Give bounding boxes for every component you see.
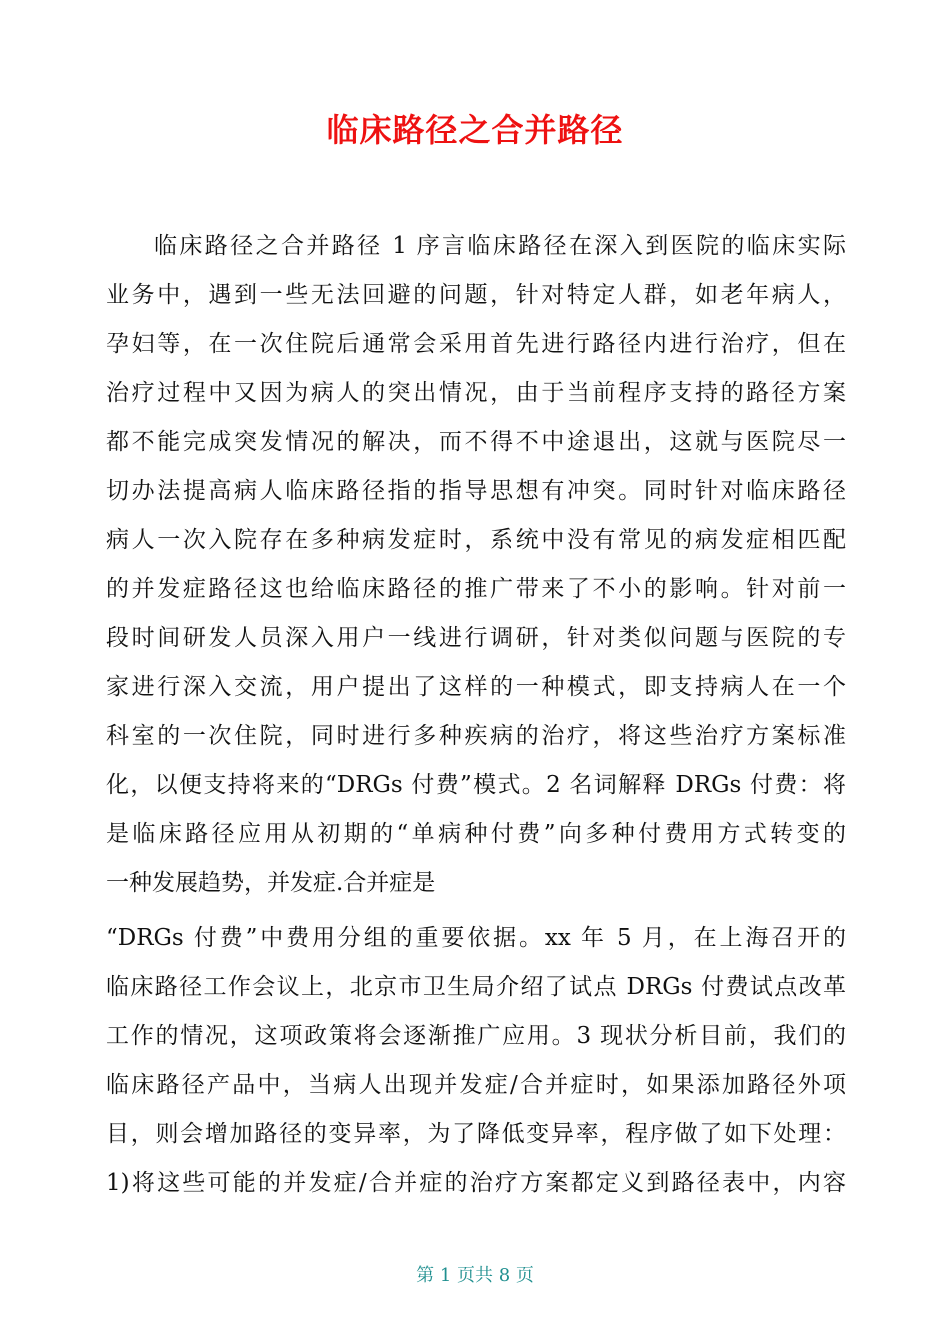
paragraph-line: “DRGs 付费”中费用分组的重要依据。xx 年 5 月，在上海召开的 (106, 925, 846, 951)
paragraph-line: 1)将这些可能的并发症/合并症的治疗方案都定义到路径表中，内容 (106, 1170, 846, 1196)
page-number-footer: 第 1 页共 8 页 (416, 1265, 534, 1286)
paragraph-line: 段时间研发人员深入用户一线进行调研，针对类似问题与医院的专 (106, 625, 846, 651)
paragraph-line: 临床路径产品中，当病人出现并发症/合并症时，如果添加路径外项 (106, 1072, 846, 1098)
paragraph-line: 目，则会增加路径的变异率，为了降低变异率，程序做了如下处理： (106, 1121, 846, 1147)
paragraph-line: 治疗过程中又因为病人的突出情况，由于当前程序支持的路径方案 (106, 380, 846, 406)
paragraph-line: 业务中，遇到一些无法回避的问题，针对特定人群，如老年病人， (106, 282, 846, 308)
paragraph-line: 病人一次入院存在多种病发症时，系统中没有常见的病发症相匹配 (106, 527, 846, 553)
paragraph-line: 家进行深入交流，用户提出了这样的一种模式，即支持病人在一个 (106, 674, 846, 700)
paragraph-line: 工作的情况，这项政策将会逐渐推广应用。3 现状分析目前，我们的 (106, 1023, 846, 1049)
paragraph-line: 一种发展趋势，并发症.合并症是 (106, 870, 436, 896)
paragraph-line: 是临床路径应用从初期的“单病种付费”向多种付费用方式转变的 (106, 821, 846, 847)
paragraph-line: 切办法提高病人临床路径指的指导思想有冲突。同时针对临床路径 (106, 478, 846, 504)
paragraph-1 (106, 222, 846, 908)
document-title: 临床路径之合并路径 (326, 111, 624, 149)
paragraph-2 (106, 914, 846, 1208)
paragraph-line: 科室的一次住院，同时进行多种疾病的治疗，将这些治疗方案标准 (106, 723, 846, 749)
paragraph-line: 临床路径工作会议上，北京市卫生局介绍了试点 DRGs 付费试点改革 (106, 974, 846, 1000)
paragraph-line: 化，以便支持将来的“DRGs 付费”模式。2 名词解释 DRGs 付费：将 (106, 772, 846, 798)
paragraph-line: 都不能完成突发情况的解决，而不得不中途退出，这就与医院尽一 (106, 429, 846, 455)
paragraph-line: 临床路径之合并路径 1 序言临床路径在深入到医院的临床实际 (154, 233, 846, 259)
paragraph-line: 孕妇等，在一次住院后通常会采用首先进行路径内进行治疗，但在 (106, 331, 846, 357)
paragraph-line: 的并发症路径这也给临床路径的推广带来了不小的影响。针对前一 (106, 576, 846, 602)
